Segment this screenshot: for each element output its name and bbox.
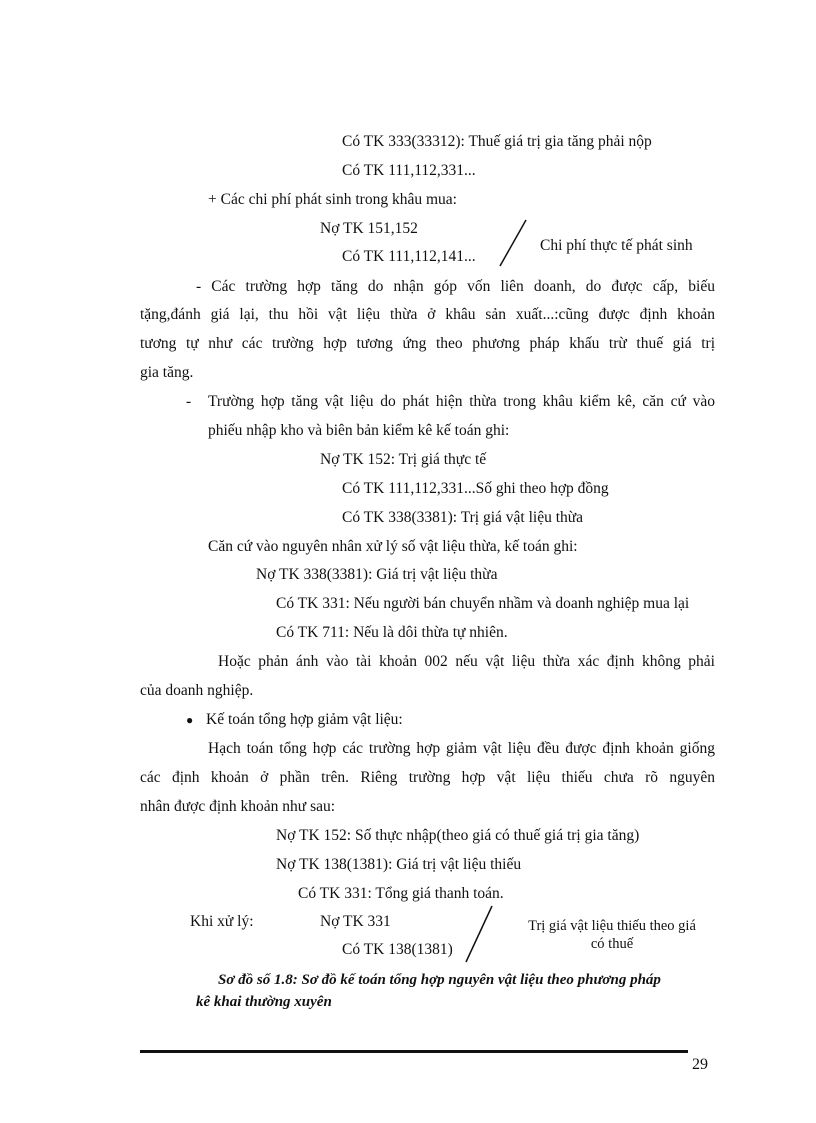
entry-line: Có TK 111,112,141... bbox=[342, 248, 476, 265]
paragraph-line: tương tự như các trường hợp tương ứng theo phương pháp khấu trừ thuế giá trị bbox=[140, 335, 715, 352]
paragraph-line: gia tăng. bbox=[140, 364, 194, 381]
entry-line: Có TK 338(3381): Trị giá vật liệu thừa bbox=[342, 509, 584, 526]
entry-note: Chi phí thực tế phát sinh bbox=[540, 237, 693, 254]
footer-rule bbox=[140, 1050, 688, 1053]
page-number: 29 bbox=[692, 1056, 708, 1073]
dash-marker: - bbox=[186, 393, 192, 410]
paragraph-line: - Các trường hợp tăng do nhận góp vốn liên doanh, do được cấp, biếu bbox=[196, 278, 715, 295]
entry-line: Có TK 138(1381) bbox=[342, 941, 453, 958]
paragraph-line: Hạch toán tổng hợp các trường hợp giảm vật liệu đều được định khoản giống bbox=[208, 740, 715, 757]
bullet-icon: ● bbox=[186, 713, 194, 727]
paragraph-line: các định khoản ở phần trên. Riêng trường hợp vật liệu thiếu chưa rõ nguyên bbox=[140, 769, 715, 786]
paragraph-line: của doanh nghiệp. bbox=[140, 682, 254, 699]
bracket-slash bbox=[496, 218, 532, 268]
entry-line: Có TK 711: Nếu là dôi thừa tự nhiên. bbox=[276, 624, 508, 641]
entry-line: Nợ TK 331 bbox=[320, 913, 391, 930]
entry-line: Nợ TK 338(3381): Giá trị vật liệu thừa bbox=[256, 566, 498, 583]
entry-line: Nợ TK 151,152 bbox=[320, 220, 418, 237]
paragraph-line: tặng,đánh giá lại, thu hồi vật liệu thừa ở khâu sản xuất...:cũng được định khoản bbox=[140, 306, 715, 323]
entry-line: Có TK 331: Nếu người bán chuyển nhầm và doanh nghiệp mua lại bbox=[276, 595, 690, 612]
entry-label: Khi xử lý: bbox=[190, 913, 254, 930]
entry-line: Có TK 333(33312): Thuế giá trị gia tăng phải nộp bbox=[342, 133, 652, 150]
paragraph-line: Hoặc phản ánh vào tài khoản 002 nếu vật liệu thừa xác định không phải bbox=[218, 653, 715, 670]
figure-caption: kê khai thường xuyên bbox=[196, 994, 332, 1010]
entry-line: Nợ TK 152: Trị giá thực tế bbox=[320, 451, 487, 468]
paragraph-line: phiếu nhập kho và biên bản kiểm kê kế toán ghi: bbox=[208, 422, 510, 439]
entry-line: Có TK 331: Tổng giá thanh toán. bbox=[298, 885, 504, 902]
bullet-heading: Kế toán tổng hợp giảm vật liệu: bbox=[206, 711, 403, 728]
entry-line: Căn cứ vào nguyên nhân xử lý số vật liệu thừa, kế toán ghi: bbox=[208, 538, 578, 555]
entry-line: Nợ TK 138(1381): Giá trị vật liệu thiếu bbox=[276, 856, 522, 873]
entry-line: + Các chi phí phát sinh trong khâu mua: bbox=[208, 191, 457, 208]
entry-line: Có TK 111,112,331...Số ghi theo hợp đồng bbox=[342, 480, 609, 497]
figure-caption: Sơ đồ số 1.8: Sơ đồ kế toán tổng hợp nguyên vật liệu theo phương pháp bbox=[218, 972, 661, 988]
entry-line: Nợ TK 152: Số thực nhập(theo giá có thuế giá trị gia tăng) bbox=[276, 827, 640, 844]
bracket-slash bbox=[462, 904, 498, 964]
paragraph-line: Trường hợp tăng vật liệu do phát hiện thừa trong khâu kiểm kê, căn cứ vào bbox=[208, 393, 715, 410]
entry-line: Có TK 111,112,331... bbox=[342, 162, 476, 179]
paragraph-line: nhân được định khoản như sau: bbox=[140, 798, 336, 815]
entry-note: Trị giá vật liệu thiếu theo giá có thuế bbox=[528, 918, 696, 952]
